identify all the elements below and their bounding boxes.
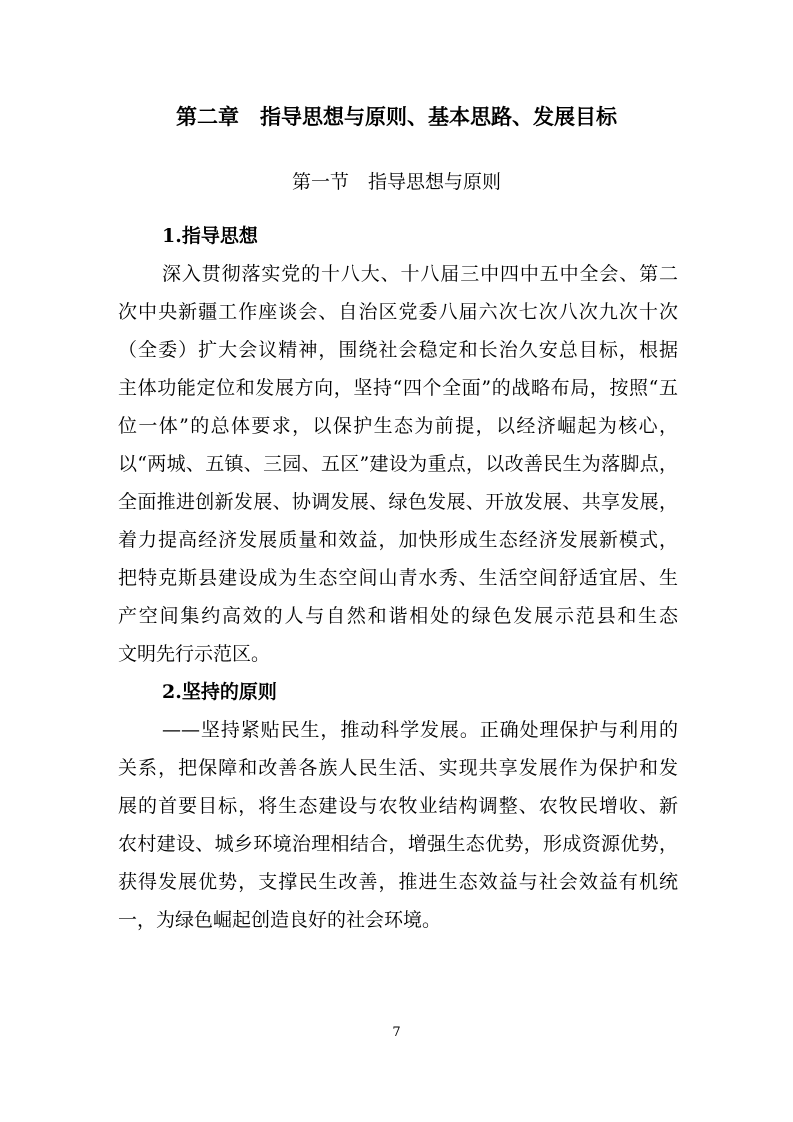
chapter-title: 第二章 指导思想与原则、基本思路、发展目标 bbox=[176, 104, 617, 129]
paragraph-line: 着力提高经济发展质量和效益，加快形成生态经济发展新模式， bbox=[118, 529, 678, 551]
paragraph-line: 以“两城、五镇、三园、五区”建设为重点，以改善民生为落脚点， bbox=[118, 453, 678, 475]
paragraph-line: 全面推进创新发展、协调发展、绿色发展、开放发展、共享发展， bbox=[118, 491, 678, 513]
paragraph-line: 次中央新疆工作座谈会、自治区党委八届六次七次八次九次十次 bbox=[118, 301, 678, 323]
paragraph-line: 农村建设、城乡环境治理相结合，增强生态优势，形成资源优势， bbox=[118, 833, 678, 855]
paragraph-line: 一，为绿色崛起创造良好的社会环境。 bbox=[118, 909, 442, 931]
paragraph-line: （全委）扩大会议精神，围绕社会稳定和长治久安总目标，根据 bbox=[118, 339, 678, 361]
section-heading-principles: 2.坚持的原则 bbox=[162, 681, 277, 703]
paragraph-line: 获得发展优势，支撑民生改善，推进生态效益与社会效益有机统 bbox=[118, 871, 678, 893]
page-number: 7 bbox=[392, 1025, 401, 1040]
paragraph-line: 位一体”的总体要求，以保护生态为前提，以经济崛起为核心， bbox=[118, 415, 678, 437]
paragraph-line: 产空间集约高效的人与自然和谐相处的绿色发展示范县和生态 bbox=[118, 605, 678, 627]
paragraph-line: 主体功能定位和发展方向，坚持“四个全面”的战略布局，按照“五 bbox=[118, 377, 678, 399]
section-heading-guiding-ideology: 1.指导思想 bbox=[162, 225, 258, 247]
paragraph-line: 把特克斯县建设成为生态空间山青水秀、生活空间舒适宜居、生 bbox=[118, 567, 678, 589]
paragraph-line: 深入贯彻落实党的十八大、十八届三中四中五中全会、第二 bbox=[162, 263, 678, 285]
paragraph-line: 关系，把保障和改善各族人民生活、实现共享发展作为保护和发 bbox=[118, 757, 678, 779]
paragraph-line: 文明先行示范区。 bbox=[118, 643, 271, 665]
paragraph-line: ——坚持紧贴民生，推动科学发展。正确处理保护与利用的 bbox=[162, 719, 678, 741]
section-title: 第一节 指导思想与原则 bbox=[291, 171, 501, 193]
paragraph-line: 展的首要目标，将生态建设与农牧业结构调整、农牧民增收、新 bbox=[118, 795, 678, 817]
